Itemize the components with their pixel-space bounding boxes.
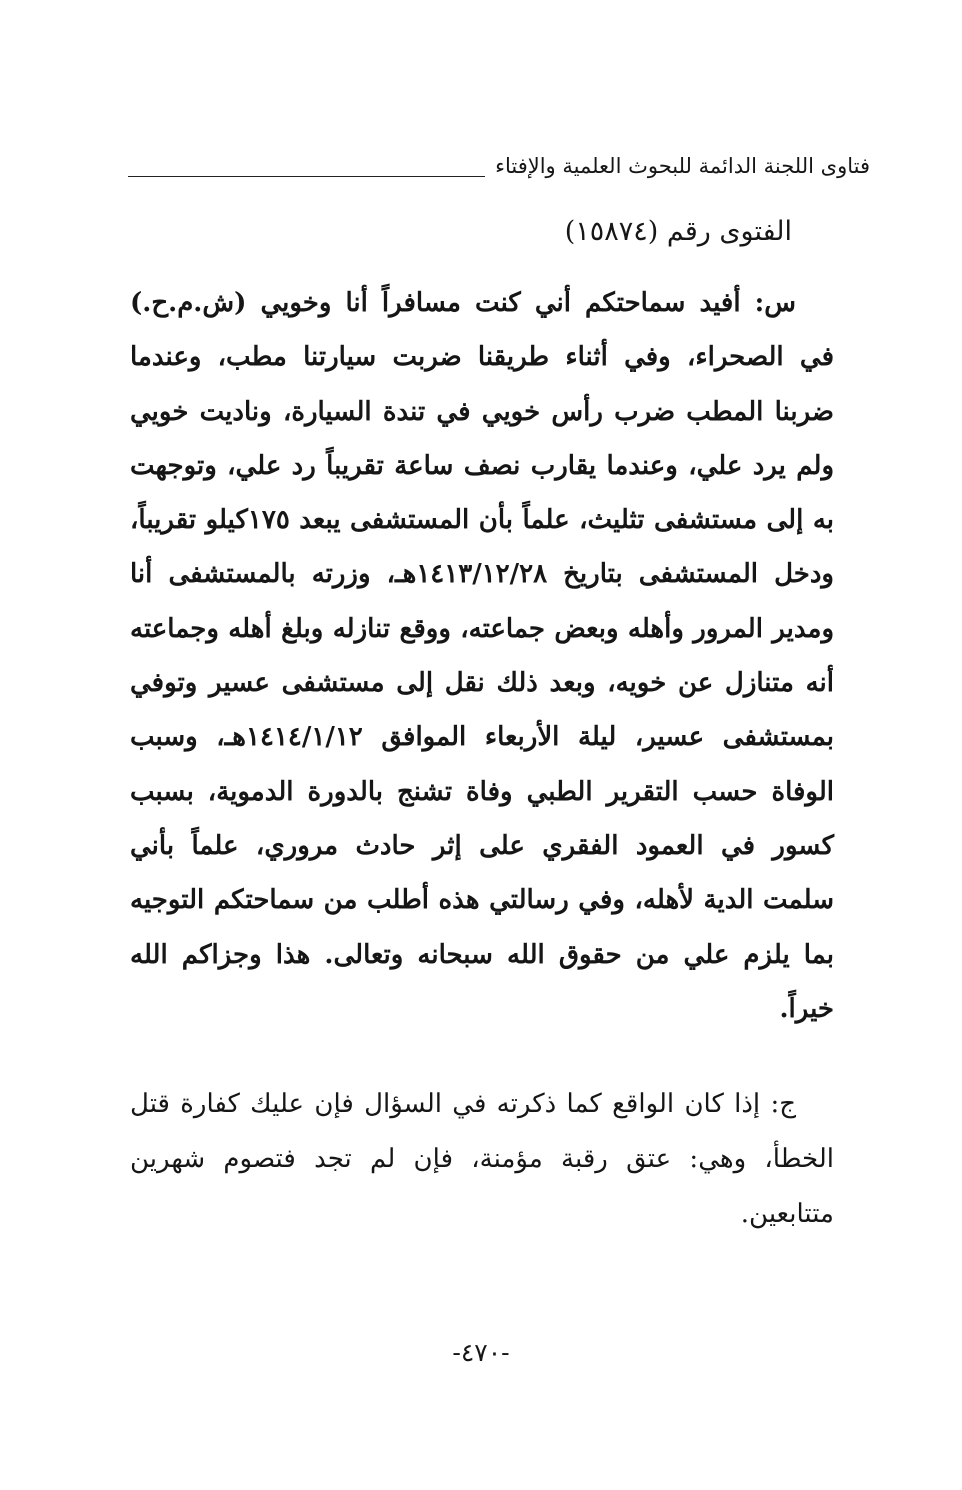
header-rule bbox=[128, 176, 485, 177]
fatwa-number: الفتوى رقم (١٥٨٧٤) bbox=[564, 216, 792, 247]
running-header bbox=[128, 143, 870, 183]
answer-paragraph bbox=[130, 1077, 834, 1242]
running-header-title: فتاوى اللجنة الدائمة للبحوث العلمية والإفتاء bbox=[495, 153, 870, 178]
answer-text: ج: إذا كان الواقع كما ذكرته في السؤال فإن عليك كفارة قتل الخطأ، وهي: عتق رقبة مؤمنة، فإن لم تجد فتصوم شهرين متتابعين. bbox=[130, 1089, 834, 1229]
page-number: -٤٧٠- bbox=[452, 1338, 510, 1367]
question-text: س: أفيد سماحتكم أني كنت مسافراً أنا وخويي (ش.م.ح.) في الصحراء، وفي أثناء طريقنا ضربت سيارتنا مطب، وعندما ضربنا المطب ضرب رأس خويي في تندة السيارة، وناديت خويي ولم يرد علي، وعندما يقارب نصف ساعة تقريباً رد علي، وتوجهت به إلى مستشفى تثليث، علماً بأن المستشفى يبعد ١٧٥كيلو تقريباً، ودخل المستشفى بتاريخ ١٤١٣/١٢/٢٨هـ، وزرته بالمستشفى أنا ومدير المرور وأهله وبعض جماعته، ووقع تنازله وبلغ أهله وجماعته أنه متنازل عن خويه، وبعد ذلك نقل إلى مستشفى عسير وتوفي بمستشفى عسير، ليلة الأربعاء الموافق ١٤١٤/١/١٢هـ، وسبب الوفاة حسب التقرير الطبي وفاة تشنج بالدورة الدموية، بسبب كسور في العمود الفقري على إثر حادث مروري، علماً بأني سلمت الدية لأهله، وفي رسالتي هذه أطلب من سماحتكم التوجيه بما يلزم علي من حقوق الله سبحانه وتعالى. هذا وجزاكم الله خيراً. bbox=[130, 288, 834, 1024]
question-paragraph bbox=[130, 276, 834, 1036]
